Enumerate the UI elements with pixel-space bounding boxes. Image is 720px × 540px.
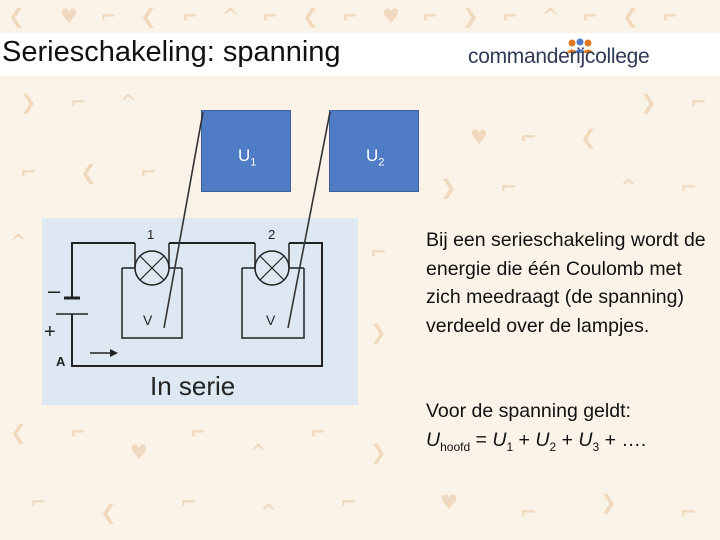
pattern-glyph: ❯ <box>370 440 387 464</box>
pattern-glyph: ^ <box>250 440 267 464</box>
pattern-glyph: ❯ <box>640 90 657 114</box>
pattern-glyph: ^ <box>222 4 239 28</box>
series-circuit-diagram <box>42 218 358 405</box>
pattern-glyph: ❯ <box>462 4 479 28</box>
pattern-glyph: ⌐ <box>30 490 47 514</box>
lamp-1-label: 1 <box>147 227 155 242</box>
pattern-glyph: ♥ <box>60 4 78 28</box>
pattern-glyph: ♥ <box>130 440 148 464</box>
pattern-glyph: ^ <box>542 4 559 28</box>
pattern-glyph: ^ <box>260 500 277 524</box>
explanation-paragraph: Bij een serieschakeling wordt de energie die één Coulomb met zich meedraagt (de spanning) verdeeld over de lampjes. <box>426 229 706 337</box>
pattern-glyph: ⌐ <box>100 4 117 28</box>
pattern-glyph: ❮ <box>580 125 597 149</box>
brand-logo <box>468 45 649 69</box>
pattern-glyph: ^ <box>10 230 27 254</box>
pattern-glyph: ⌐ <box>422 4 439 28</box>
pattern-glyph: ⌐ <box>20 160 37 184</box>
pattern-glyph: ⌐ <box>680 500 697 524</box>
pattern-glyph: ^ <box>120 90 137 114</box>
voltage-box-u2 <box>329 110 419 192</box>
lamp-2-label: 2 <box>268 227 276 242</box>
circuit-caption: In serie <box>150 371 236 401</box>
circuit-drawing <box>42 218 358 405</box>
pattern-glyph: ♥ <box>440 490 458 514</box>
pattern-glyph: ❮ <box>8 4 25 28</box>
current-label: A <box>56 354 66 369</box>
slide-title: Serieschakeling: spanning <box>2 36 341 68</box>
pattern-glyph: ⌐ <box>500 175 517 199</box>
pattern-glyph: ⌐ <box>370 240 387 264</box>
pattern-glyph: ⌐ <box>680 175 697 199</box>
pattern-glyph: ❮ <box>622 4 639 28</box>
pattern-glyph: ❯ <box>20 90 37 114</box>
logo-text-a: commanderij <box>468 45 585 68</box>
pattern-glyph: ❮ <box>100 500 117 524</box>
pattern-glyph: ❮ <box>80 160 97 184</box>
pattern-glyph: ❮ <box>10 420 27 444</box>
minus-label: – <box>48 278 61 303</box>
pattern-glyph: ⌐ <box>310 420 327 444</box>
pattern-glyph: ⌐ <box>520 500 537 524</box>
pattern-glyph: ⌐ <box>520 125 537 149</box>
pattern-glyph: ⌐ <box>70 420 87 444</box>
pattern-glyph: ❯ <box>370 320 387 344</box>
pattern-glyph: ❯ <box>600 490 617 514</box>
voltage-label-u2: $U_2$ <box>366 146 385 169</box>
pattern-glyph: ♥ <box>470 125 488 149</box>
voltage-label-u1: $U_1$ <box>238 146 257 169</box>
pattern-glyph: ⌐ <box>180 490 197 514</box>
pattern-glyph: ♥ <box>382 4 400 28</box>
formula-intro: Voor de spanning geldt: <box>426 400 631 422</box>
pattern-glyph: ⌐ <box>140 160 157 184</box>
pattern-glyph: ⌐ <box>662 4 679 28</box>
pattern-glyph: ❮ <box>140 4 157 28</box>
pattern-glyph: ⌐ <box>262 4 279 28</box>
voltage-box-u1 <box>201 110 291 192</box>
pattern-glyph: ⌐ <box>70 90 87 114</box>
pattern-glyph: ⌐ <box>182 4 199 28</box>
pattern-glyph: ⌐ <box>582 4 599 28</box>
logo-text-b: college <box>584 45 650 68</box>
pattern-glyph: ⌐ <box>190 420 207 444</box>
pattern-glyph: ⌐ <box>690 90 707 114</box>
pattern-glyph: ❮ <box>302 4 319 28</box>
voltmeter-1-label: V <box>143 312 153 328</box>
pattern-glyph: ⌐ <box>340 490 357 514</box>
formula-block <box>426 397 716 461</box>
pattern-glyph: ^ <box>620 175 637 199</box>
pattern-glyph: ⌐ <box>342 4 359 28</box>
pattern-glyph: ❯ <box>440 175 457 199</box>
voltmeter-2-label: V <box>266 312 276 328</box>
pattern-glyph: ⌐ <box>502 4 519 28</box>
plus-label: + <box>44 321 56 343</box>
voltage-formula: $U_{hoofd} = U_1 + U_2 + U_3$ + …. <box>426 428 647 454</box>
